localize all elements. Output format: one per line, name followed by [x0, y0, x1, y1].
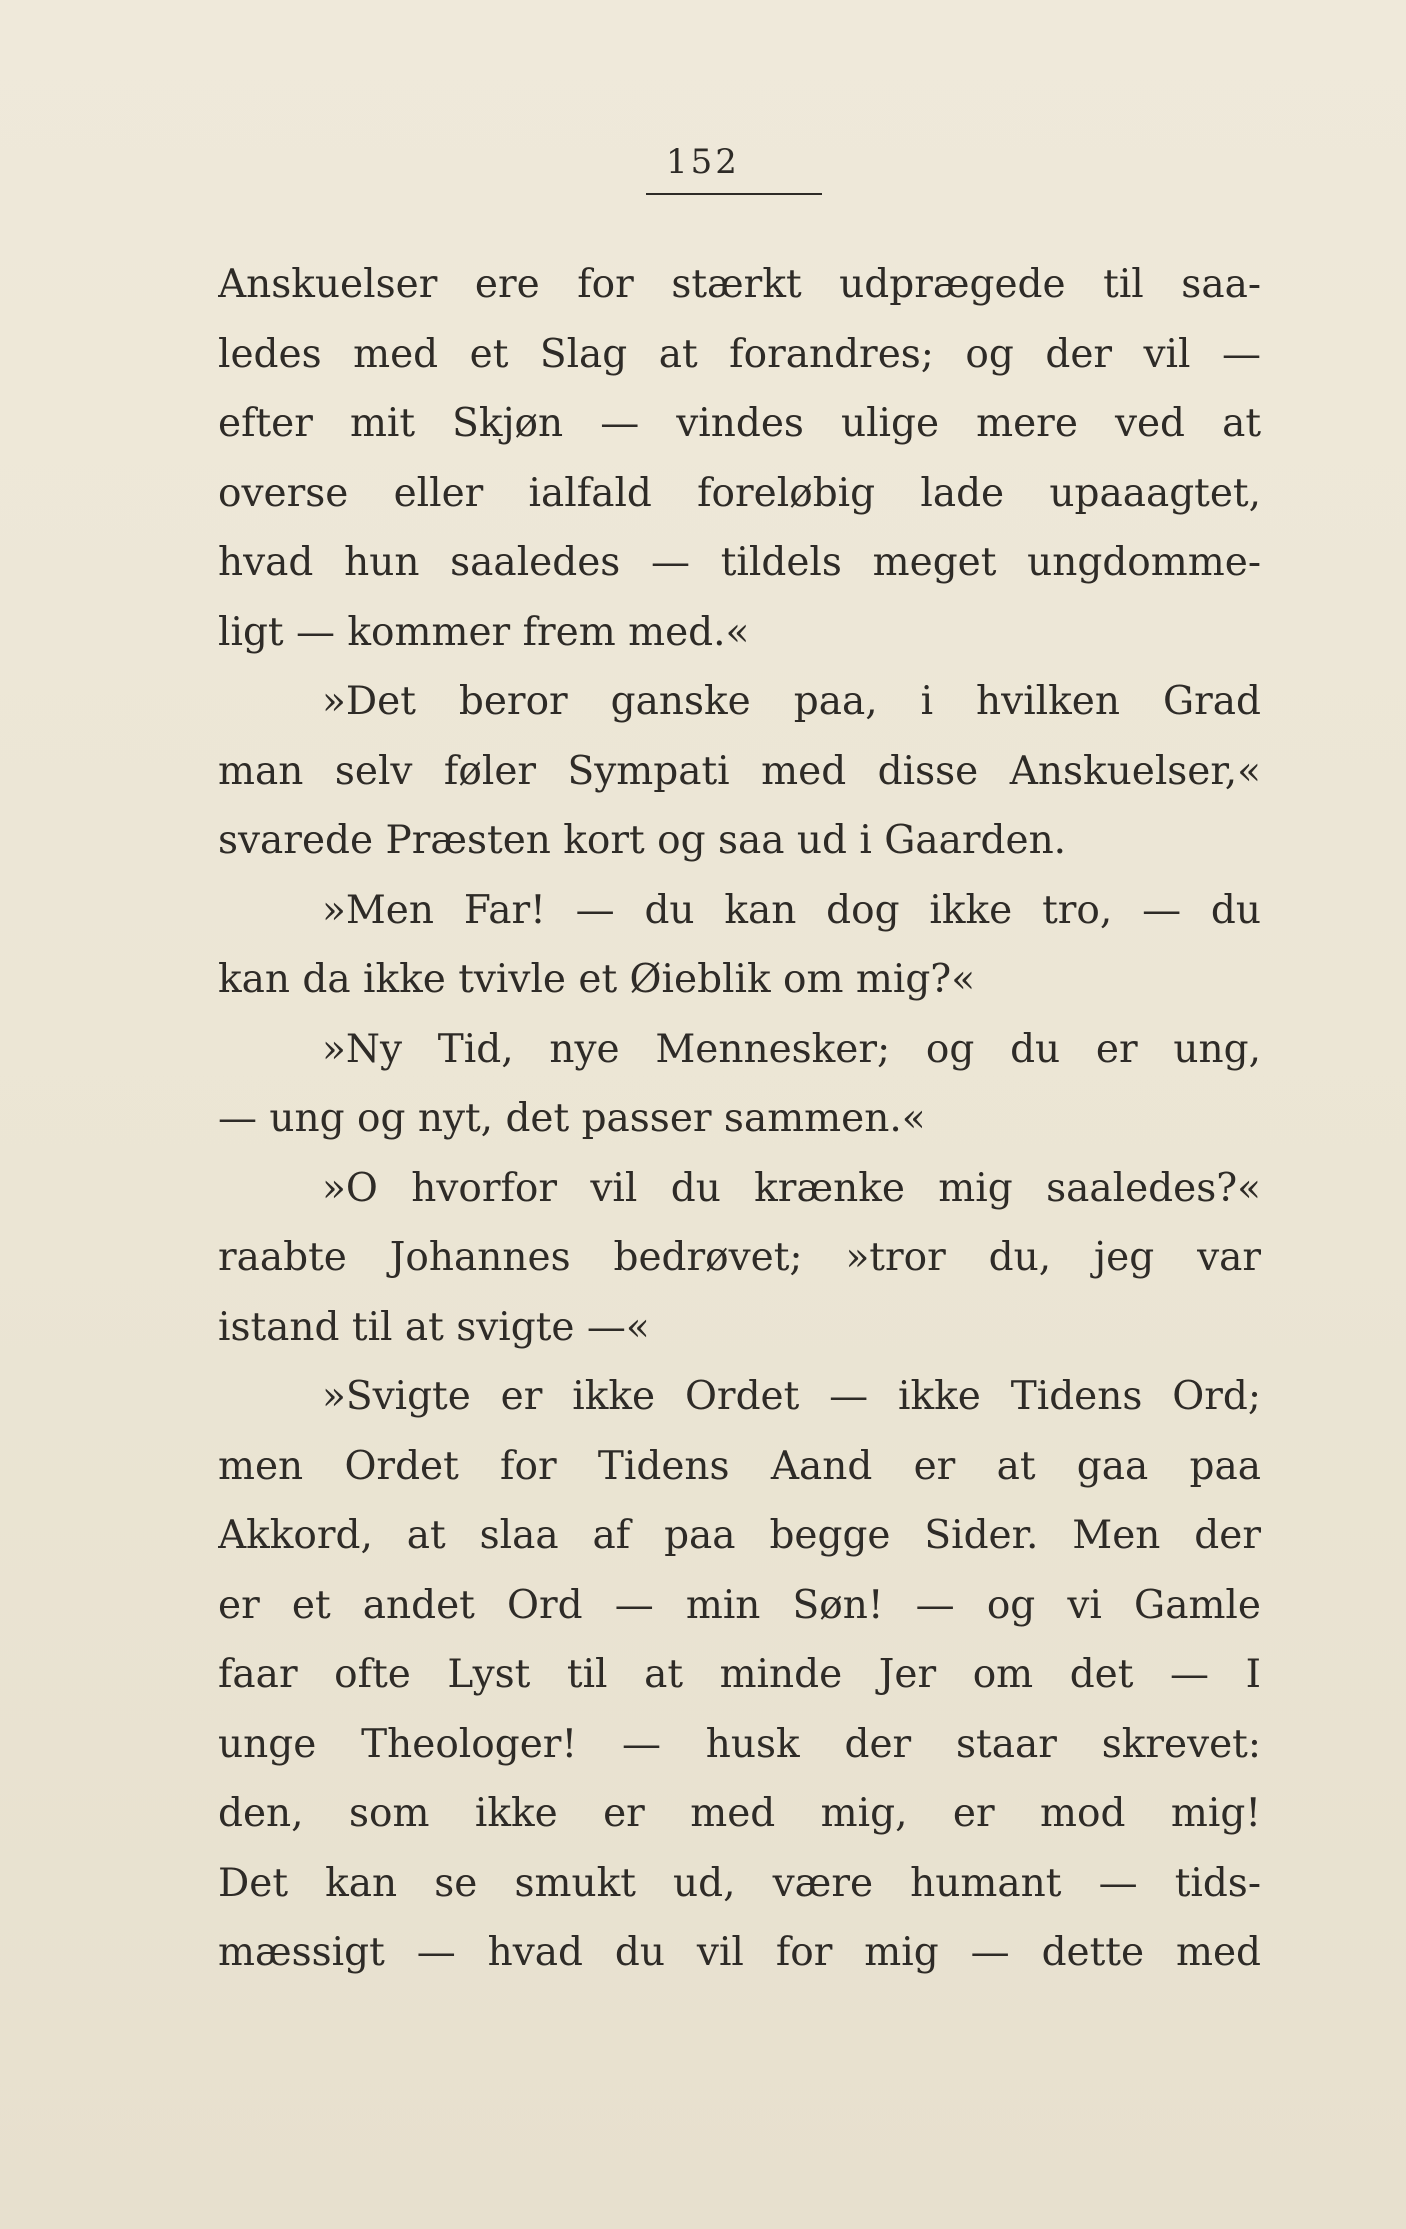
- page-number: 152: [666, 142, 740, 182]
- text-line: »Men Far! — du kan dog ikke tro, — du: [322, 887, 1261, 933]
- text-line: Det kan se smukt ud, være humant — tids-: [218, 1860, 1261, 1906]
- text-line: Anskuelser ere for stærkt udprægede til saa-: [218, 262, 1261, 307]
- text-line: »Svigte er ikke Ordet — ikke Tidens Ord;: [322, 1374, 1261, 1419]
- text-line: mæssigt — hvad du vil for mig — dette med: [218, 1930, 1261, 1975]
- text-line: man selv føler Sympati med disse Anskuelser,«: [218, 748, 1261, 794]
- header-rule: [646, 193, 822, 195]
- text-line: unge Theologer! — husk der staar skrevet:: [218, 1721, 1261, 1767]
- text-line: istand til at svigte —«: [218, 1304, 650, 1350]
- text-line: overse eller ialfald foreløbig lade upaaagtet,: [218, 470, 1261, 516]
- text-line: »O hvorfor vil du krænke mig saaledes?«: [322, 1165, 1261, 1211]
- text-line: hvad hun saaledes — tildels meget ungdomme-: [218, 540, 1261, 585]
- text-line: Akkord, at slaa af paa begge Sider. Men der: [218, 1513, 1261, 1558]
- text-line: — ung og nyt, det passer sammen.«: [218, 1096, 926, 1141]
- text-line: efter mit Skjøn — vindes ulige mere ved at: [218, 401, 1261, 446]
- text-line: kan da ikke tvivle et Øieblik om mig?«: [218, 957, 976, 1002]
- text-line: er et andet Ord — min Søn! — og vi Gamle: [218, 1582, 1261, 1628]
- text-line: faar ofte Lyst til at minde Jer om det — I: [218, 1652, 1261, 1697]
- text-line: ledes med et Slag at forandres; og der vil —: [218, 331, 1261, 377]
- text-line: »Det beror ganske paa, i hvilken Grad: [322, 679, 1261, 724]
- text-line: den, som ikke er med mig, er mod mig!: [218, 1791, 1261, 1836]
- text-line: ligt — kommer frem med.«: [218, 609, 750, 655]
- text-line: raabte Johannes bedrøvet; »tror du, jeg var: [218, 1235, 1261, 1280]
- text-line: »Ny Tid, nye Mennesker; og du er ung,: [322, 1026, 1261, 1072]
- text-line: men Ordet for Tidens Aand er at gaa paa: [218, 1443, 1261, 1489]
- text-line: svarede Præsten kort og saa ud i Gaarden.: [218, 818, 1067, 863]
- body-text: [218, 250, 1261, 1988]
